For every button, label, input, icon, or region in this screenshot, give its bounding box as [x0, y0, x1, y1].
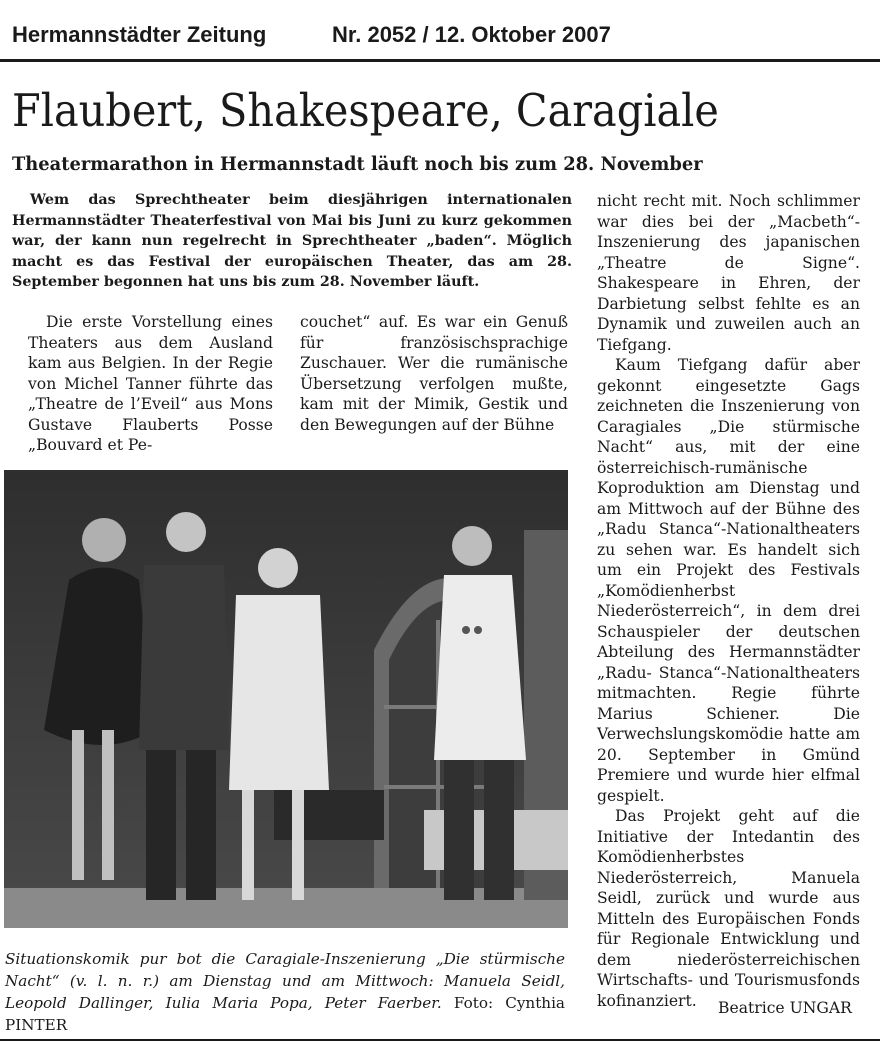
column-3-paragraph-3: Das Projekt geht auf die Initiative der Intedantin des Komödienherbstes Niederösterreich, Manuela Seidl, zurück und wurde aus Mitteln des Europäischen Fonds für Regionale Entwicklung und dem niederösterreichischen Wirtschafts- und Tourismusfonds kofinanziert. — [597, 807, 860, 1010]
column-1-text: Die erste Vorstellung eines Theaters aus dem Ausland kam aus Belgien. In der Regie von Michel Tanner führte das „Theatre de l’Eveil“ aus Mons Gustave Flauberts Posse „Bouvard et Pe- — [28, 313, 273, 454]
bottom-rule — [0, 1039, 880, 1041]
subheadline: Theatermarathon in Hermannstadt läuft noch bis zum 28. November — [12, 153, 703, 175]
column-3-paragraph-1: nicht recht mit. Noch schlimmer war dies bei der „Macbeth“-Inszenierung des japanischen „Theatre de Signe“. Shakespeare in Ehren, der Darbietung selbst fehlte es an Dynamik und zuweilen auch an Tiefgang. — [597, 192, 860, 354]
issue-date: Nr. 2052 / 12. Oktober 2007 — [332, 22, 611, 47]
photo-credit: Foto: Cynthia PINTER — [5, 994, 565, 1034]
column-1 — [28, 312, 273, 456]
stage-photo-image — [4, 470, 568, 928]
newspaper-name: Hermannstädter Zeitung — [12, 22, 267, 47]
masthead — [12, 22, 652, 52]
author-byline: Beatrice UNGAR — [718, 999, 852, 1017]
column-2 — [300, 312, 568, 435]
column-3-paragraph-2: Kaum Tiefgang dafür aber gekonnt eingesetzte Gags zeichneten die Inszenierung von Caragiales „Die stürmische Nacht“ aus, mit der eine österreichisch-rumänische Koproduktion am Dienstag und am Mittwoch auf der Bühne des „Radu Stanca“-Nationaltheaters zu sehen war. Es handelt sich um ein Projekt des Festivals „Komödienherbst Niederösterreich“, in dem drei Schauspieler der deutschen Abteilung des Hermannstädter „Radu- Stanca“-Nationaltheaters mitmachten. Regie führte Marius Schiener. Die Verwechslungskomödie hatte am 20. September in Gmünd Premiere und wurde hier elfmal gespielt. — [597, 356, 860, 805]
photo-caption — [5, 948, 565, 1036]
headline: Flaubert, Shakespeare, Caragiale — [12, 84, 719, 137]
column-2-text: couchet“ auf. Es war ein Genuß für französischsprachige Zuschauer. Wer die rumänische Übersetzung verfolgen mußte, kam mit der Mimik, Gestik und den Bewegungen auf der Bühne — [300, 313, 568, 434]
caption-text: Situationskomik pur bot die Caragiale-Inszenierung „Die stürmische Nacht“ (v. l. n. r.) am Dienstag und am Mittwoch: Manuela Seidl, Leopold Dallinger, Iulia Maria Popa, Peter Faerber. — [5, 950, 565, 1012]
column-3 — [597, 191, 860, 1011]
lead-paragraph — [12, 190, 572, 293]
stage-photo — [4, 470, 568, 928]
lead-text: Wem das Sprechtheater beim diesjährigen internationalen Hermannstädter Theaterfestival von Mai bis Juni zu kurz gekommen war, der kann nun regelrecht in Sprechtheater „baden“. Möglich macht es das Festival der europäischen Theater, das am 28. September begonnen hat uns bis zum 28. November läuft. — [12, 192, 572, 290]
masthead-rule — [0, 59, 880, 62]
